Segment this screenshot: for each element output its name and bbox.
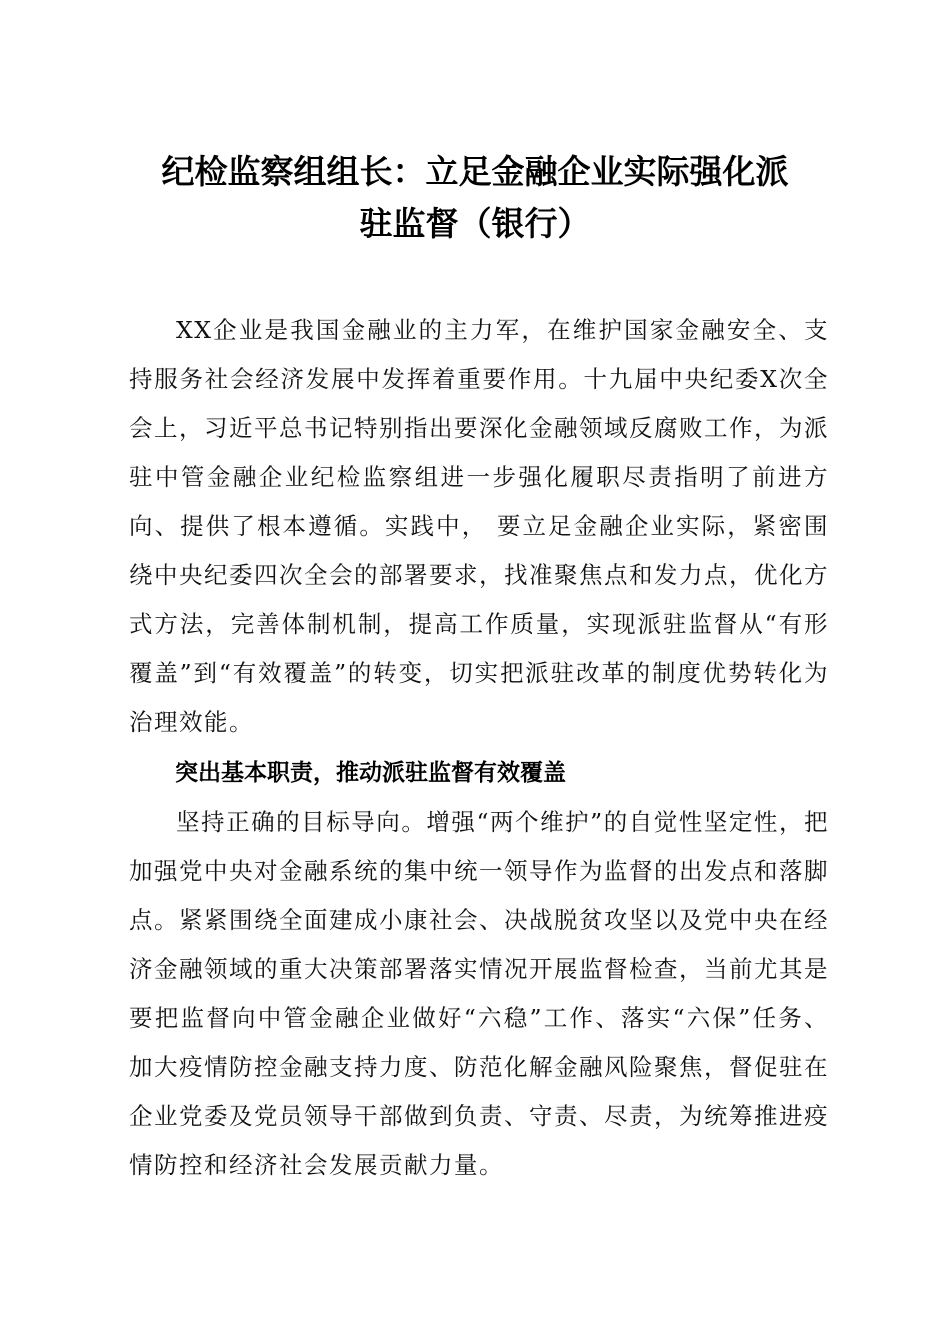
section-heading: 突出基本职责，推动派驻监督有效覆盖 bbox=[175, 760, 566, 786]
paragraph-goal-orientation: 坚持正确的目标导向。增强“两个维护”的自觉性坚定性，把加强党中央对金融系统的集中统一领导作为监督的出发点和落脚点。紧紧围绕全面建成小康社会、决战脱贫攻坚以及党中央在经济金融领域的重大决策部署落实情况开展监督检查，当前尤其是要把监督向中管金融企业做好“六稳”工作、落实“六保”任务、加大疫情防控金融支持力度、防范化解金融风险聚焦，督促驻在企业党委及党员领导干部做到负责、守责、尽责，为统筹推进疫情防控和经济社会发展贡献力量。 bbox=[129, 808, 829, 1179]
paragraph-intro: XX企业是我国金融业的主力军，在维护国家金融安全、支持服务社会经济发展中发挥着重要作用。十九届中央纪委X次全会上，习近平总书记特别指出要深化金融领域反腐败工作，为派驻中管金融企业纪检监察组进一步强化履职尽责指明了前进方向、提供了根本遵循。实践中， 要立足金融企业实际，紧密围绕中央纪委四次全会的部署要求，找准聚焦点和发力点，优化方式方法，完善体制机制，提高工作质量，实现派驻监督从“有形覆盖”到“有效覆盖”的转变，切实把派驻改革的制度优势转化为治理效能。 bbox=[129, 316, 829, 736]
document-title-line-1: 纪检监察组组长：立足金融企业实际强化派 bbox=[161, 152, 789, 191]
document-title-line-2: 驻监督（银行） bbox=[359, 204, 591, 243]
